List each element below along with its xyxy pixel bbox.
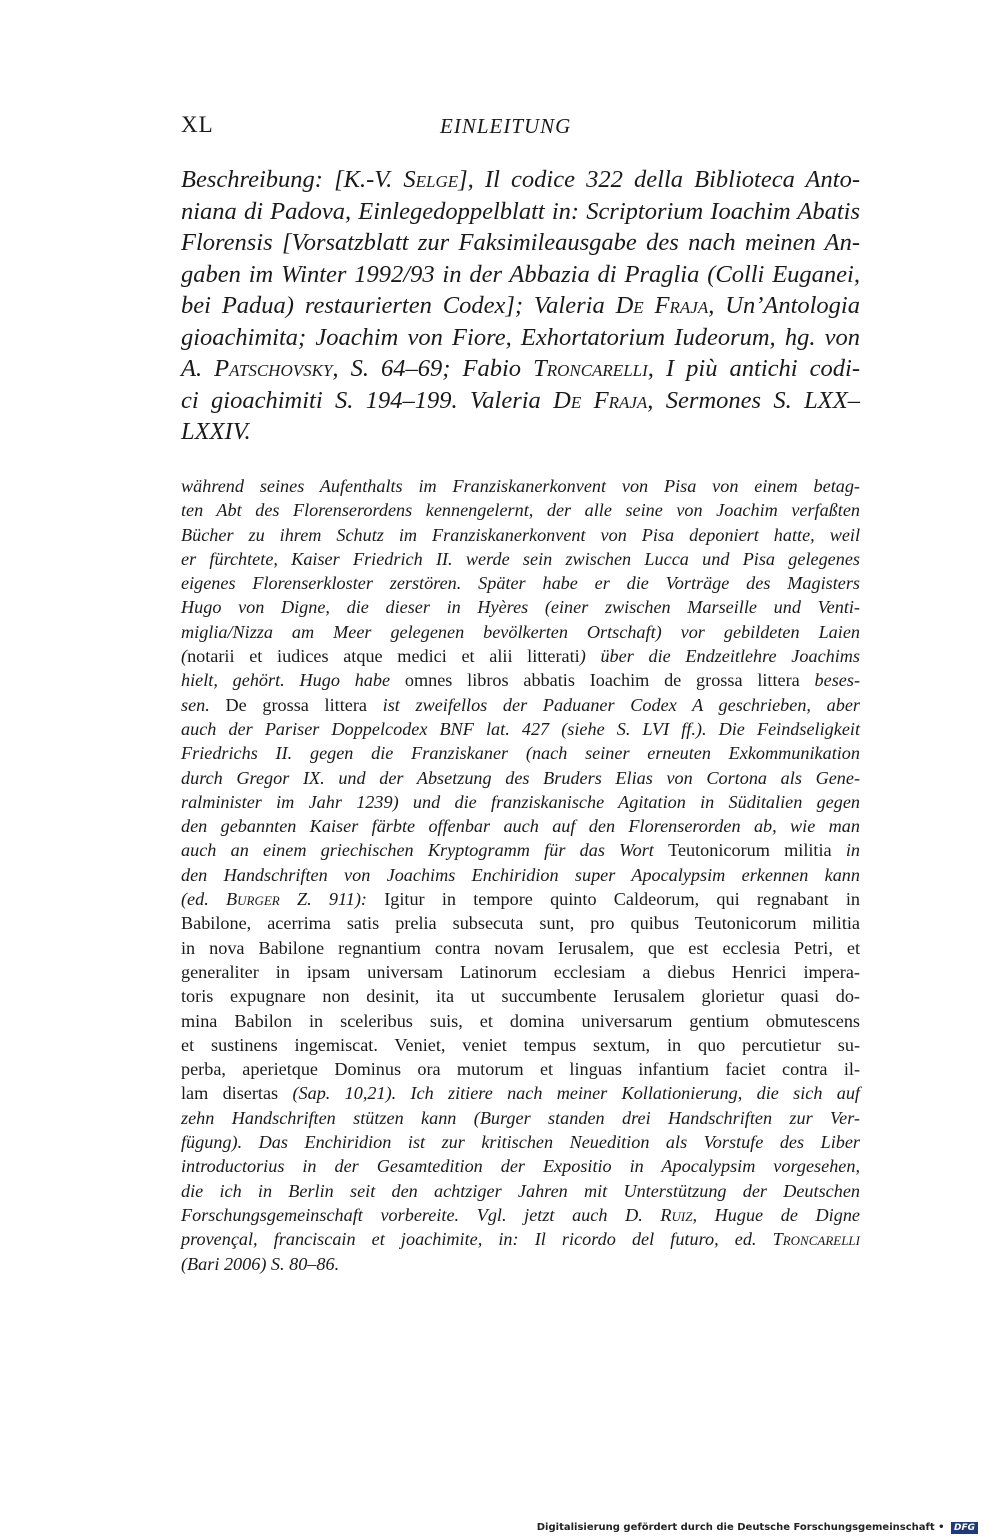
text-segment: eigenes Florenserkloster zerstören. Später habe er die Vorträge des Magisters	[181, 573, 860, 594]
text-segment: miglia/Nizza am Meer gelegenen bevölkerten Ortschaft) vor gebildeten Laien	[181, 621, 860, 642]
text-segment: in nova Babilone regnantium contra novam Ierusalem, que est ecclesia Petri, et	[181, 937, 860, 958]
footnote-line	[181, 1203, 860, 1227]
text-segment: (	[181, 646, 188, 667]
footnote-line	[181, 790, 860, 814]
text-segment: notarii et iudices atque medici et alii litterati	[187, 646, 580, 667]
text-segment: Burger	[226, 889, 280, 910]
text-segment: A.	[181, 355, 215, 382]
footnote-line	[181, 693, 860, 717]
footnote-line	[181, 863, 860, 887]
footnote-continuation	[181, 474, 860, 1276]
text-segment: beses-	[799, 670, 860, 691]
text-segment: Teutonicorum militia	[668, 840, 832, 861]
footnote-line	[181, 1252, 860, 1276]
footnote-line	[181, 1227, 860, 1251]
text-segment: (Sap. 10,21). Ich zitiere nach meiner Kollationierung, die sich auf	[292, 1083, 860, 1104]
main-text-line	[181, 196, 860, 228]
footnote-line	[181, 1057, 860, 1081]
page-number: XL	[181, 112, 214, 137]
text-segment: perba, aperietque Dominus ora mutorum et linguas infantium faciet contra il-	[181, 1059, 860, 1080]
text-segment: De Fraja	[553, 386, 648, 414]
text-segment: , I più antichi codi-	[647, 355, 860, 382]
text-segment: , Hugue de Digne	[692, 1204, 860, 1225]
text-segment: fügung). Das Enchiridion ist zur kritischen Neuedition als Vorstufe des Liber	[181, 1132, 860, 1153]
footnote-line	[181, 887, 860, 911]
main-text-line	[181, 385, 860, 417]
text-segment: Friedrichs II. gegen die Franziskaner (nach seiner erneuten Exkommunikation	[181, 743, 860, 764]
text-segment: ten Abt des Florenserordens kennengelernt, der alle seine von Joachim verfaßten	[181, 500, 860, 521]
text-segment: gioachimita; Joachim von Fiore, Exhortatorium Iudeorum, hg. von	[181, 323, 860, 351]
text-segment: bei Padua) restaurierten Codex]; Valeria	[181, 292, 616, 319]
text-segment: generaliter in ipsam universam Latinorum ecclesiam a diebus Henrici impera-	[181, 961, 860, 982]
text-segment: in	[831, 840, 860, 861]
text-segment: durch Gregor IX. und der Absetzung des Bruders Elias von Cortona als Gene-	[181, 767, 860, 788]
footnote-line	[181, 717, 860, 741]
text-segment: zehn Handschriften stützen kann (Burger standen drei Handschriften zur Ver-	[181, 1107, 860, 1128]
text-segment: Forschungsgemeinschaft vorbereite. Vgl. jetzt auch D.	[181, 1204, 661, 1225]
text-segment: ralminister im Jahr 1239) und die franziskanische Agitation in Süditalien gegen	[181, 791, 860, 812]
text-segment: sen.	[181, 694, 226, 715]
text-segment: et sustinens ingemiscat. Veniet, veniet tempus sextum, in quo percutietur su-	[181, 1034, 860, 1055]
footnote-line	[181, 766, 860, 790]
text-segment: gaben im Winter 1992/93 in der Abbazia di Praglia (Colli Euganei,	[181, 260, 860, 288]
footnote-line	[181, 741, 860, 765]
running-head: EINLEITUNG	[440, 114, 572, 138]
text-segment: niana di Padova, Einlegedoppelblatt in: Scriptorium Ioachim Abatis	[181, 197, 860, 225]
footnote-line	[181, 936, 860, 960]
footnote-line	[181, 571, 860, 595]
footnote-line	[181, 595, 860, 619]
text-segment: ci gioachimiti S. 194–199. Valeria	[181, 386, 554, 414]
footnote-line	[181, 1033, 860, 1057]
text-segment: auch der Pariser Doppelcodex BNF lat. 427 (siehe S. LVI ff.). Die Feindseligkeit	[181, 718, 860, 739]
text-segment: den Handschriften von Joachims Enchiridion super Apocalypsim erkennen kann	[181, 864, 860, 885]
text-segment: , S. 64–69; Fabio	[332, 355, 534, 382]
footnote-line	[181, 547, 860, 571]
main-text-line	[181, 227, 860, 259]
credit-text: Digitalisierung gefördert durch die Deutsche Forschungsgemeinschaft	[536, 1522, 935, 1533]
text-segment: Troncarelli	[533, 355, 648, 382]
footnote-line	[181, 1081, 860, 1105]
text-segment: Babilone, acerrima satis prelia subsecuta sunt, pro quibus Teutonicorum militia	[181, 913, 860, 934]
text-segment: während seines Aufenthalts im Franziskanerkonvent von Pisa von einem betag-	[181, 476, 860, 496]
main-text-paragraph	[181, 164, 860, 448]
text-segment: provençal, franciscain et joachimite, in: Il ricordo del futuro, ed.	[181, 1229, 773, 1250]
text-segment: die ich in Berlin seit den achtziger Jahren mit Unterstützung der Deutschen	[181, 1180, 860, 1201]
footnote-line	[181, 1130, 860, 1154]
dfg-logo: DFG	[951, 1522, 978, 1534]
text-segment: Bücher zu ihrem Schutz im Franziskanerkonvent von Pisa deponiert hatte, weil	[181, 524, 860, 545]
text-segment: (ed.	[181, 889, 227, 910]
text-segment: toris expugnare non desinit, ita ut succumbente Ierusalem glorietur quasi do-	[181, 986, 860, 1007]
footnote-line	[181, 1106, 860, 1130]
footnote-line	[181, 1009, 860, 1033]
text-segment: Ruiz	[660, 1204, 693, 1225]
main-text-line	[181, 416, 860, 448]
text-segment: omnes libros abbatis Ioachim de grossa littera	[404, 670, 800, 691]
text-segment: Selge	[403, 166, 459, 193]
footnote-line	[181, 668, 860, 692]
text-segment: Patschovsky	[214, 355, 333, 382]
text-segment: auch an einem griechischen Kryptogramm für das Wort	[181, 840, 669, 861]
text-segment: hielt, gehört. Hugo habe	[181, 670, 405, 691]
footnote-line	[181, 498, 860, 522]
text-segment: Florensis [Vorsatzblatt zur Faksimileausgabe des nach meinen An-	[181, 229, 860, 256]
text-segment: LXXIV.	[181, 418, 251, 445]
text-segment: , Sermones S. LXX–	[647, 386, 860, 414]
text-segment: Troncarelli	[772, 1229, 860, 1250]
footnote-line	[181, 984, 860, 1008]
text-segment: lam disertas	[181, 1083, 293, 1104]
text-segment: Beschreibung: [K.-V.	[181, 166, 404, 193]
main-text-line	[181, 322, 860, 354]
main-text-line	[181, 290, 860, 322]
footnote-line	[181, 1154, 860, 1178]
main-text-line	[181, 164, 860, 196]
text-segment: den gebannten Kaiser färbte offenbar auch auf den Florenserorden ab, wie man	[181, 816, 860, 837]
text-segment: ], Il codice 322 della Biblioteca Anto-	[458, 166, 860, 193]
footnote-line	[181, 523, 860, 547]
text-segment: (Bari 2006) S. 80–86.	[181, 1253, 340, 1274]
text-segment: ) über die Endzeitlehre Joachims	[579, 646, 860, 667]
text-segment: Z. 911):	[279, 889, 385, 910]
footnote-line	[181, 838, 860, 862]
main-text-line	[181, 259, 860, 291]
text-segment: ist zweifellos der Paduaner Codex A geschrieben, aber	[366, 694, 860, 715]
footnote-line	[181, 814, 860, 838]
text-segment: De Fraja	[615, 292, 709, 319]
footnote-line	[181, 960, 860, 984]
text-segment: , Un’Antologia	[708, 292, 860, 319]
text-segment: Igitur in tempore quinto Caldeorum, qui regnabant in	[384, 889, 860, 910]
footnote-line	[181, 620, 860, 644]
footnote-line	[181, 474, 860, 498]
text-segment: Hugo von Digne, die dieser in Hyères (einer zwischen Marseille und Venti-	[181, 597, 860, 618]
digitization-credit: Digitalisierung gefördert durch die Deutsche Forschungsgemeinschaft • DFG	[537, 1522, 978, 1534]
text-segment: mina Babilon in sceleribus suis, et domina universarum gentium obmutescens	[181, 1010, 860, 1031]
footnote-line	[181, 1179, 860, 1203]
footnote-line	[181, 644, 860, 668]
text-segment: introductorius in der Gesamtedition der Expositio in Apocalypsim vorgesehen,	[181, 1156, 860, 1177]
main-text-line	[181, 353, 860, 385]
text-segment: De grossa littera	[225, 694, 367, 715]
footnote-line	[181, 911, 860, 935]
text-segment: er fürchtete, Kaiser Friedrich II. werde sein zwischen Lucca und Pisa gelegenes	[181, 548, 860, 569]
